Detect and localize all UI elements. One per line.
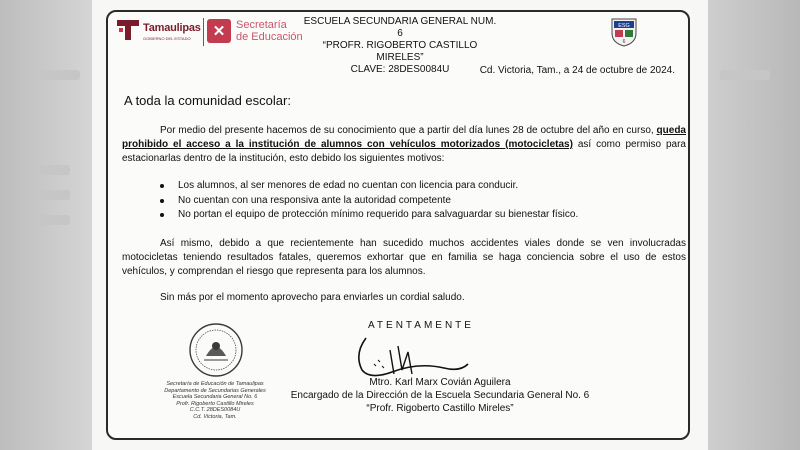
paragraph-announcement: Por medio del presente hacemos de su conocimiento que a partir del día lunes 28 de octubre del año en curso, queda prohibido el acceso a la institución de alumnos con vehículos motorizados (motocicletas) así como permiso para estacionarlas dentro de la institución, esto debido los siguientes motivos: — [122, 125, 686, 164]
signer-school: “Profr. Rigoberto Castillo Mireles” — [366, 403, 514, 414]
tamaulipas-logo-text: Tamaulipas — [143, 22, 201, 34]
background-blur — [40, 70, 80, 80]
list-item: No cuentan con una responsiva ante la autoridad competente — [156, 194, 676, 209]
official-seal-icon — [188, 322, 244, 378]
letter-salutation: A toda la comunidad escolar: — [124, 93, 291, 108]
school-key: CLAVE: 28DES0084U — [350, 64, 450, 75]
tamaulipas-logo-icon — [116, 18, 140, 42]
sign-off: ATENTAMENTE — [368, 320, 474, 331]
background-blur — [720, 70, 770, 80]
letter-date: Cd. Victoria, Tam., a 24 de octubre de 2024. — [479, 65, 675, 76]
svg-text:6: 6 — [622, 39, 626, 45]
background-blur — [40, 190, 70, 200]
handwritten-signature-icon — [348, 330, 488, 382]
signer-name: Mtro. Karl Marx Covián Aguilera — [369, 377, 511, 388]
reasons-list — [156, 179, 676, 223]
school-name: ESCUELA SECUNDARIA GENERAL NUM. 6 — [303, 16, 497, 39]
logo-divider — [203, 18, 204, 46]
school-honoree: “PROFR. RIGOBERTO CASTILLO MIRELES” — [322, 40, 478, 63]
list-item: Los alumnos, al ser menores de edad no cuentan con licencia para conducir. — [156, 179, 676, 194]
prohibition-highlight: queda prohibido el acceso a la institución de alumnos con vehículos motorizados (motocicletas) — [122, 125, 686, 150]
list-item: No portan el equipo de protección mínimo requerido para salvaguardar su bienestar físico. — [156, 208, 676, 223]
signer-role: Encargado de la Dirección de la Escuela Secundaria General No. 6 — [290, 390, 590, 401]
signer-block — [290, 376, 590, 415]
background-blur — [40, 165, 70, 175]
paragraph-warning: Así mismo, debido a que recientemente han sucedido muchos accidentes viales donde se ven involucradas motocicletas teniendo resultados fatales, queremos exhortar que en familia se haga conciencia sobre el uso de estos vehículos, y comprendan el riesgo que representa para los alumnos. — [122, 238, 686, 277]
school-crest-icon — [610, 17, 638, 47]
paragraph-closing: Sin más por el momento aprovecho para enviarles un cordial saludo. — [160, 292, 465, 303]
background-blur — [40, 215, 70, 225]
secretaria-logo-icon: ✕ — [207, 19, 231, 43]
crest-label: ESG — [618, 23, 630, 29]
tamaulipas-logo-subtext: GOBIERNO DEL ESTADO — [143, 36, 191, 41]
secretaria-logo-text: Secretaría de Educación — [236, 19, 303, 43]
seal-caption: Secretaría de Educación de Tamaulipas Departamento de Secundarias Generales Escuela Secundaria General No. 6 Profr. Rigoberto Castillo Mireles C.C.T. 28DES0084U Cd. Victoria, Tam. — [164, 381, 266, 420]
